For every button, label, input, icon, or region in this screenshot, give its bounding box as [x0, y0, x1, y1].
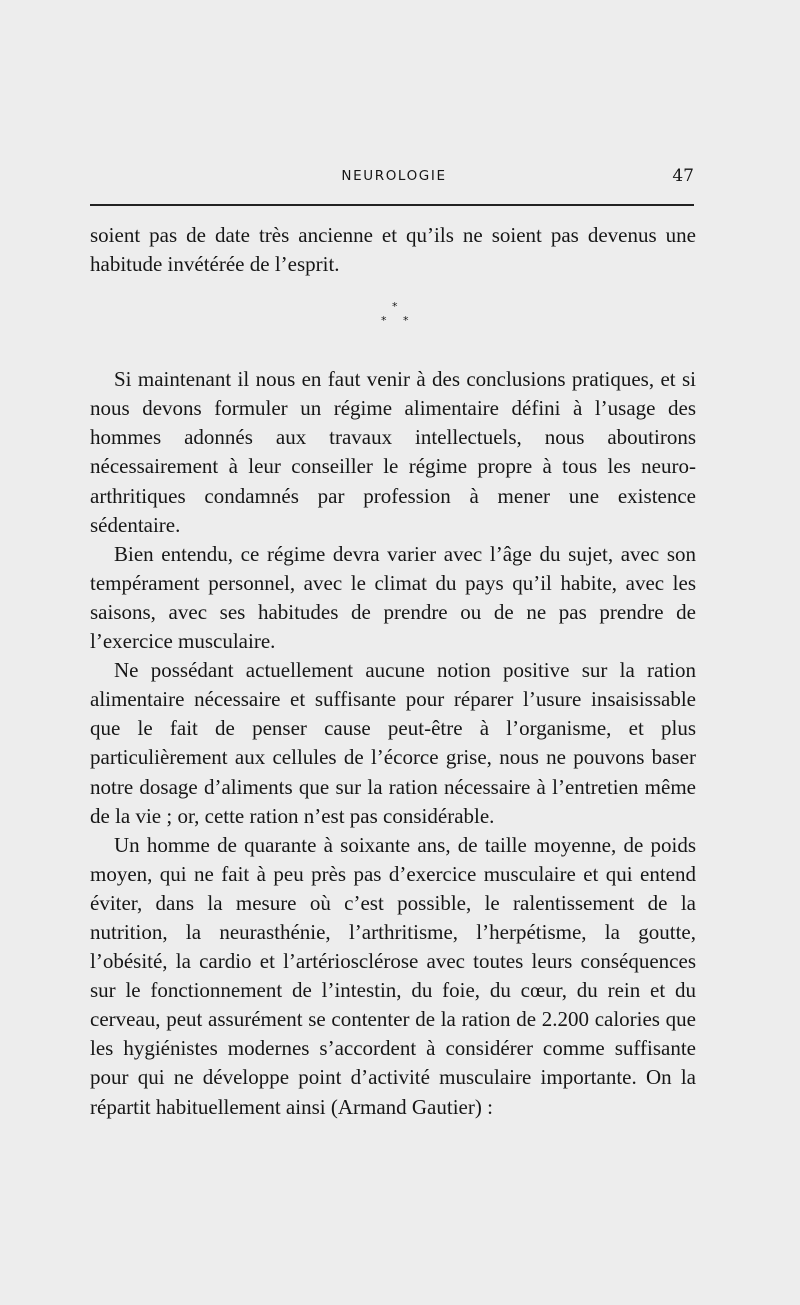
running-title: NEUROLOGIE — [341, 168, 447, 184]
running-head — [90, 166, 698, 188]
header-rule — [90, 204, 694, 206]
paragraph-continuation: soient pas de date très ancienne et qu’ils ne soient pas devenus une habitude invétérée de l’esprit. — [90, 223, 696, 277]
asterism — [90, 279, 696, 365]
paragraph: Si maintenant il nous en faut venir à des conclusions pratiques, et si nous devons formuler un régime alimentaire défini à l’usage des hommes adonnés aux travaux intellectuels, nous aboutirons nécessairement à leur conseiller le régime propre à tous les neuro-arthritiques condamnés par profession à mener une existence sédentaire. — [90, 367, 696, 537]
paragraph: Bien entendu, ce régime devra varier avec l’âge du sujet, avec son tempérament personnel, avec le climat du pays qu’il habite, avec les saisons, avec ses habitudes de prendre ou de ne pas prendre de l’exercice musculaire. — [90, 541, 696, 654]
asterism-star-right: * — [403, 314, 409, 328]
paragraph: Ne possédant actuellement aucune notion positive sur la ration alimentaire nécessaire et suffisante pour réparer l’usure insaisissable que le fait de penser cause peut-être à l’organisme, et plus particulièrement aux cellules de l’écorce grise, nous ne pouvons baser notre dosage d’aliments que sur la ration nécessaire à l’entretien même de la vie ; or, cette ration n’est pas considérable. — [90, 658, 696, 828]
body-text — [90, 221, 696, 1122]
paragraph: Un homme de quarante à soixante ans, de taille moyenne, de poids moyen, qui ne fait à peu près pas d’exercice musculaire et qui entend éviter, dans la mesure où c’est possible, le ralentissement de la nutrition, la neurasthénie, l’arthritisme, l’herpétisme, la goutte, l’obésité, la cardio et l’artériosclérose avec toutes leurs conséquences sur le fonctionnement de l’intestin, du foie, du cœur, du rein et du cerveau, peut assurément se contenter de la ration de 2.200 calories que les hygiénistes modernes s’accordent à considérer comme suffisante pour qui ne développe point d’activité musculaire importante. On la répartit habituellement ainsi (Armand Gautier) : — [90, 832, 696, 1119]
page-number: 47 — [672, 166, 694, 186]
asterism-star-left: * — [381, 314, 387, 328]
asterism-star-top: * — [392, 300, 398, 314]
